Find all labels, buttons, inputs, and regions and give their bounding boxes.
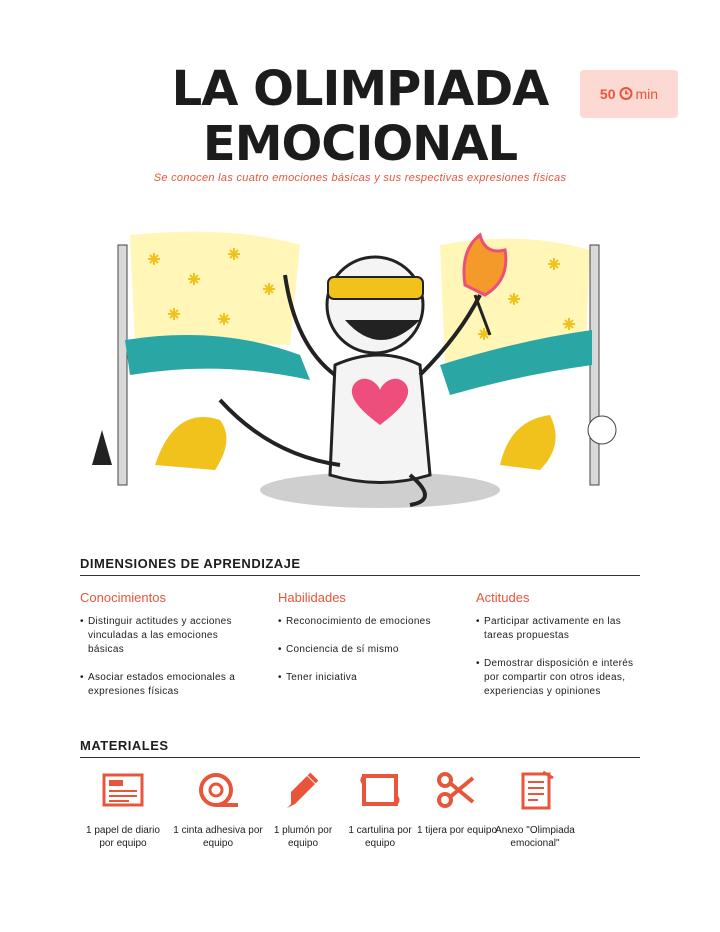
document-icon	[513, 770, 557, 810]
column-title: Actitudes	[476, 590, 530, 605]
title-line-2: EMOCIONAL	[202, 116, 518, 172]
page-title	[150, 62, 570, 172]
scissors-icon	[435, 770, 479, 810]
list-item: • Demostrar disposición e interés por compartir con otros ideas, experiencias y opiniones	[476, 657, 641, 699]
list-item: • Asociar estados emocionales a expresiones físicas	[80, 671, 245, 699]
runner-illustration	[80, 225, 640, 510]
material-annex	[490, 770, 580, 850]
material-tape	[173, 770, 263, 850]
material-label: 1 papel de diario por equipo	[86, 825, 160, 849]
material-label: 1 cinta adhesiva por equipo	[173, 825, 263, 849]
material-newspaper	[78, 770, 168, 850]
duration-value: 50	[599, 86, 616, 102]
duration-badge	[580, 70, 678, 118]
list-item: • Participar activamente en las tareas propuestas	[476, 615, 641, 643]
list-item: • Reconocimiento de emociones	[278, 615, 443, 629]
list-item: • Distinguir actitudes y acciones vinculadas a las emociones básicas	[80, 615, 245, 657]
column-habilidades	[278, 590, 443, 699]
material-label: 1 tijera por equipo	[416, 825, 498, 836]
duration-unit: min	[635, 86, 659, 102]
cardboard-icon	[358, 770, 402, 810]
dimensions-heading: DIMENSIONES DE APRENDIZAJE	[80, 556, 640, 576]
clock-icon	[619, 86, 633, 103]
column-actitudes	[476, 590, 641, 713]
materials-heading: MATERIALES	[80, 738, 640, 758]
newspaper-icon	[101, 770, 145, 810]
marker-icon	[281, 770, 325, 810]
column-title: Conocimientos	[80, 590, 166, 605]
material-label: Anexo "Olimpiada emocional"	[495, 825, 575, 849]
tape-icon	[196, 770, 240, 810]
material-scissors	[412, 770, 502, 837]
material-label: 1 cartulina por equipo	[348, 825, 412, 849]
column-title: Habilidades	[278, 590, 346, 605]
list-item: • Tener iniciativa	[278, 671, 443, 685]
title-line-1: LA OLIMPIADA	[171, 61, 549, 117]
column-conocimientos	[80, 590, 245, 713]
subtitle: Se conocen las cuatro emociones básicas y sus respectivas expresiones físicas	[153, 172, 567, 184]
material-label: 1 plumón por equipo	[273, 825, 333, 849]
list-item: • Conciencia de sí mismo	[278, 643, 443, 657]
